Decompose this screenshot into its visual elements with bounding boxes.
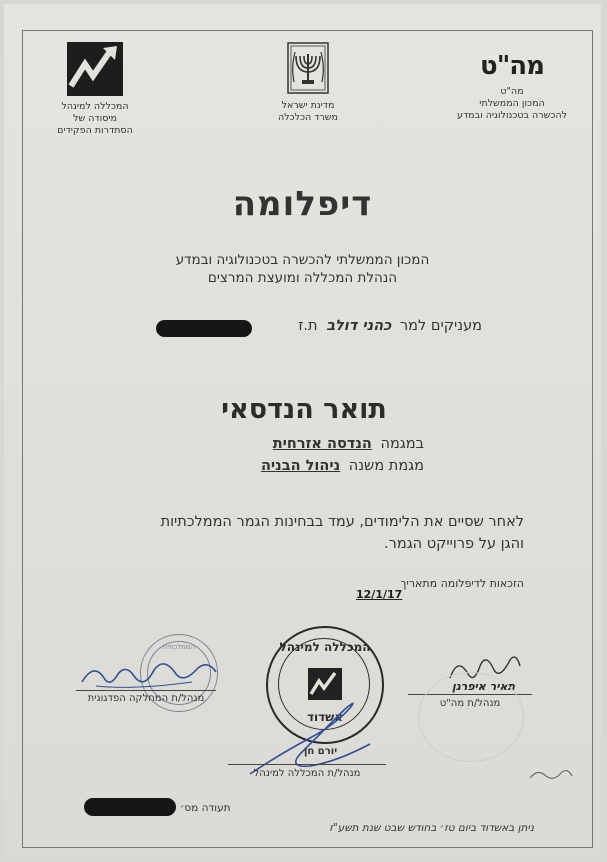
issue-place-date: ניתן באשדוד ביום טז׳ בחודש שבט שנת תשע"ז — [329, 822, 534, 834]
recipient-prefix: מעניקים למר — [399, 318, 482, 334]
redacted-certificate-number — [84, 798, 176, 816]
college-stamp-ring-text: המכללה למינהל — [279, 640, 371, 654]
major-line — [184, 436, 424, 452]
college-director-signature-line — [228, 764, 386, 765]
college-logo-block — [40, 42, 150, 137]
college-director-name: יורם חן — [304, 746, 338, 757]
state-emblem-line2: משרד הכלכלה — [277, 112, 338, 123]
entitlement-date: 12/1/17 — [356, 588, 403, 601]
diploma-paper — [4, 4, 601, 856]
state-emblem-line1: מדינת ישראל — [281, 100, 335, 111]
college-director-signature — [240, 694, 380, 794]
mahat-director-name: תאיר איפרגן — [452, 680, 516, 693]
mahat-logo-line2: המכון הממשלתי — [479, 98, 545, 109]
completion-line1: לאחר שסיים את הלימודים, עמד בבחינות הגמר הממלכתיות — [160, 514, 524, 530]
recipient-line — [262, 318, 482, 334]
diploma-title: דיפלומה — [232, 184, 373, 224]
pedagogic-stamp-text: הממלכתית — [162, 643, 196, 651]
major-label: במגמה — [380, 436, 424, 452]
college-stamp-bottom-text: אשדוד — [306, 710, 344, 724]
menorah-emblem-icon — [287, 42, 329, 94]
redacted-id — [156, 320, 252, 337]
minor-label: מגמת משנה — [348, 458, 424, 474]
pedagogic-signature-line — [76, 690, 216, 691]
issuer-line2: הנהלת המכללה ומועצת המרצים — [207, 270, 398, 286]
college-logo-line2: מיסודה של — [73, 113, 117, 124]
minor-value: ניהול הבניה — [260, 458, 341, 474]
mahat-logo-line1: מה"ט — [500, 86, 524, 97]
entitlement-line — [304, 577, 524, 590]
entitlement-label: הזכאות לדיפלומה מתאריך — [400, 577, 524, 590]
completion-line2: והגן על פרוייקט הגמר. — [384, 536, 524, 552]
certificate-number-label: תעודה מס׳ — [180, 802, 231, 814]
recipient-name: כהני דולב — [326, 318, 392, 334]
college-logo-line1: המכללה למינהל — [61, 101, 129, 112]
embossed-seal — [418, 672, 524, 762]
major-value: הנדסה אזרחית — [272, 436, 372, 452]
corner-scribble — [526, 764, 576, 786]
recipient-id-label: ת.ז — [298, 318, 318, 334]
college-director-title: מנהל/ת המכללה למינהל — [253, 768, 361, 779]
mahat-logo-icon: מה"ט — [480, 51, 544, 81]
minor-line — [184, 458, 424, 474]
mahat-logo-line3: להכשרה בטכנולוגיה ובמדע — [457, 110, 567, 121]
mahat-director-title: מנהל/ת מה"ט — [439, 698, 501, 709]
issuer-line1: המכון הממשלתי להכשרה בטכנולוגיה ובמדע — [175, 252, 430, 268]
pedagogic-title: מנהל/ת המחלקה הפדגוגית — [87, 693, 205, 704]
mahat-logo-block — [442, 52, 582, 122]
state-emblem-block — [258, 42, 358, 124]
zigzag-square-logo-icon — [67, 42, 123, 96]
degree-title: תואר הנדסאי — [221, 394, 387, 425]
college-logo-line3: הסתדרות הפקידים — [57, 125, 133, 136]
